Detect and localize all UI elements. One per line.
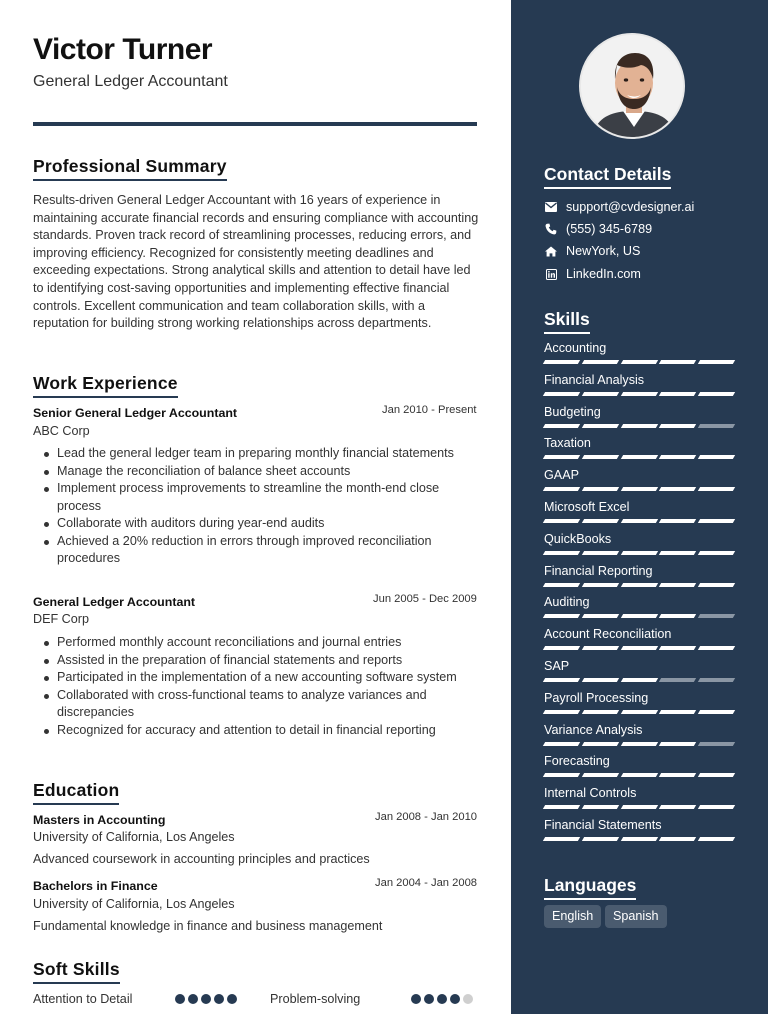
skill-item — [544, 659, 734, 682]
skill-label: Auditing — [544, 595, 590, 610]
skill-level-segment — [543, 455, 580, 459]
skill-label: Taxation — [544, 436, 591, 451]
skill-level-segment — [698, 837, 735, 841]
skill-level-segment — [543, 646, 580, 650]
rating-dot — [463, 994, 473, 1004]
language-chip: Spanish — [605, 905, 667, 928]
job-dates: Jun 2005 - Dec 2009 — [373, 593, 477, 605]
job-bullet: Assisted in the preparation of financial statements and reports — [33, 652, 479, 670]
skill-label: SAP — [544, 659, 570, 673]
skill-level-segment — [543, 805, 580, 809]
section-title-soft-skills: Soft Skills — [33, 959, 120, 984]
skill-level-bars — [544, 837, 734, 841]
skill-level-segment — [543, 424, 580, 428]
skill-level-segment — [543, 773, 580, 777]
skill-item — [544, 468, 734, 491]
sidebar — [511, 0, 768, 1014]
skill-item — [544, 564, 734, 587]
candidate-name: Victor Turner — [33, 33, 213, 66]
skill-level-segment — [620, 646, 657, 650]
skill-level-segment — [659, 710, 696, 714]
skill-level-segment — [582, 837, 619, 841]
soft-skill-label: Attention to Detail — [33, 992, 133, 1006]
skill-label: Variance Analysis — [544, 722, 643, 737]
skill-label: QuickBooks — [544, 531, 612, 546]
contact-email[interactable] — [544, 200, 694, 214]
job-bullet: Performed monthly account reconciliations and journal entries — [33, 634, 479, 652]
skill-level-segment — [659, 678, 696, 682]
job-bullet: Collaborate with auditors during year-end audits — [33, 515, 479, 533]
rating-dot — [450, 994, 460, 1004]
skill-item — [544, 532, 734, 555]
job-title: General Ledger Accountant — [33, 595, 196, 609]
skill-level-bars — [544, 614, 734, 618]
skill-level-segment — [582, 392, 619, 396]
skill-level-bars — [544, 519, 734, 523]
soft-skill-rating — [175, 994, 237, 1004]
skill-item — [544, 786, 734, 809]
skill-level-segment — [659, 614, 696, 618]
skill-label: Payroll Processing — [544, 690, 649, 705]
skill-level-segment — [543, 551, 580, 555]
degree-title: Masters in Accounting — [33, 813, 166, 827]
skill-level-segment — [582, 424, 619, 428]
avatar — [579, 33, 685, 139]
skill-level-segment — [582, 455, 619, 459]
job-bullet: Participated in the implementation of a new accounting software system — [33, 669, 479, 687]
skill-item — [544, 405, 734, 428]
section-title-summary: Professional Summary — [33, 156, 227, 181]
rating-dot — [227, 994, 237, 1004]
skill-level-segment — [582, 805, 619, 809]
skill-level-bars — [544, 551, 734, 555]
skill-level-bars — [544, 487, 734, 491]
skill-level-segment — [698, 614, 735, 618]
job-company: DEF Corp — [33, 612, 89, 626]
school-name: University of California, Los Angeles — [33, 830, 235, 844]
envelope-icon — [544, 200, 558, 214]
skill-level-segment — [620, 455, 657, 459]
skill-level-segment — [659, 742, 696, 746]
phone-icon — [544, 222, 558, 236]
job-title: Senior General Ledger Accountant — [33, 406, 238, 420]
skill-label: Account Reconciliation — [544, 627, 672, 642]
skill-level-segment — [659, 646, 696, 650]
skill-level-segment — [698, 710, 735, 714]
degree-description: Fundamental knowledge in finance and business management — [33, 919, 383, 933]
skill-item — [544, 627, 734, 650]
skill-level-bars — [544, 646, 734, 650]
skill-level-segment — [543, 742, 580, 746]
job-bullets — [33, 634, 479, 739]
skill-label: Budgeting — [544, 404, 601, 419]
contact-phone-text: (555) 345-6789 — [566, 222, 653, 236]
rating-dot — [214, 994, 224, 1004]
skill-level-segment — [543, 583, 580, 587]
skill-level-segment — [582, 519, 619, 523]
skill-item — [544, 595, 734, 618]
skill-level-segment — [543, 710, 580, 714]
skill-level-segment — [698, 805, 735, 809]
skill-level-bars — [544, 805, 734, 809]
skill-level-segment — [698, 583, 735, 587]
contact-email-text: support@cvdesigner.ai — [566, 200, 695, 214]
skill-label: Internal Controls — [544, 786, 637, 801]
job-company: ABC Corp — [33, 424, 90, 438]
skill-level-segment — [543, 392, 580, 396]
section-title-experience: Work Experience — [33, 373, 178, 398]
job-bullet: Implement process improvements to streamline the month-end close process — [33, 480, 479, 515]
soft-skill-rating — [411, 994, 473, 1004]
skill-level-segment — [659, 487, 696, 491]
skill-item — [544, 723, 734, 746]
skill-level-bars — [544, 678, 734, 682]
skill-level-segment — [582, 742, 619, 746]
skill-level-segment — [543, 678, 580, 682]
skill-level-segment — [659, 360, 696, 364]
skill-level-segment — [659, 424, 696, 428]
skill-level-segment — [620, 678, 657, 682]
skill-level-bars — [544, 392, 734, 396]
skill-level-segment — [620, 487, 657, 491]
skill-level-segment — [620, 392, 657, 396]
skill-level-segment — [543, 614, 580, 618]
skill-level-segment — [698, 773, 735, 777]
skill-level-segment — [659, 773, 696, 777]
skill-level-segment — [582, 487, 619, 491]
degree-dates: Jan 2008 - Jan 2010 — [375, 811, 478, 823]
skill-level-segment — [620, 360, 657, 364]
skill-level-segment — [698, 551, 735, 555]
soft-skill-label: Problem-solving — [270, 992, 361, 1006]
skill-level-segment — [582, 551, 619, 555]
rating-dot — [411, 994, 421, 1004]
summary-text: Results-driven General Ledger Accountant with 16 years of experience in maintaining accurate financial records and ensuring compliance with accounting standards. Proven track record of streamlining processes, reducing errors, and improving efficiency. Recognized for consistently meeting deadlines and exceeding expectations. Strong analytical skills and attention to detail have led to identifying cost-saving opportunities and implementing effective financial controls. Excellent communication and team collaboration skills, with a reputation for building strong working relationships across departments. — [33, 193, 479, 331]
skill-level-bars — [544, 773, 734, 777]
skill-level-segment — [698, 455, 735, 459]
skill-level-segment — [543, 519, 580, 523]
skill-level-segment — [659, 551, 696, 555]
skill-level-segment — [659, 392, 696, 396]
skill-label: Financial Analysis — [544, 372, 645, 387]
job-bullet: Manage the reconciliation of balance sheet accounts — [33, 463, 479, 481]
candidate-title: General Ledger Accountant — [33, 73, 228, 90]
linkedin-icon — [544, 267, 558, 281]
skill-level-segment — [698, 678, 735, 682]
skill-level-bars — [544, 455, 734, 459]
skill-level-segment — [620, 805, 657, 809]
skill-level-segment — [620, 837, 657, 841]
skill-level-segment — [659, 837, 696, 841]
rating-dot — [188, 994, 198, 1004]
skill-level-segment — [582, 710, 619, 714]
skill-item — [544, 818, 734, 841]
skill-item — [544, 373, 734, 396]
skill-level-segment — [698, 360, 735, 364]
section-title-contact: Contact Details — [544, 164, 671, 189]
school-name: University of California, Los Angeles — [33, 897, 235, 911]
skill-level-segment — [659, 455, 696, 459]
skill-level-segment — [698, 392, 735, 396]
language-chip: English — [544, 905, 601, 928]
section-title-skills: Skills — [544, 309, 590, 334]
skill-item — [544, 754, 734, 777]
avatar-portrait-icon — [581, 35, 685, 139]
skill-level-segment — [582, 773, 619, 777]
skill-item — [544, 436, 734, 459]
skill-item — [544, 500, 734, 523]
skill-label: Forecasting — [544, 754, 610, 769]
header-divider — [33, 122, 477, 126]
skill-level-segment — [543, 487, 580, 491]
rating-dot — [201, 994, 211, 1004]
skill-level-segment — [620, 710, 657, 714]
job-bullet: Collaborated with cross-functional teams to analyze variances and discrepancies — [33, 687, 479, 722]
degree-dates: Jan 2004 - Jan 2008 — [375, 877, 478, 889]
skill-level-segment — [698, 646, 735, 650]
skill-level-bars — [544, 583, 734, 587]
skill-level-segment — [582, 360, 619, 364]
skill-item — [544, 341, 734, 364]
skill-level-bars — [544, 710, 734, 714]
job-bullets — [33, 445, 479, 568]
contact-phone[interactable] — [544, 222, 652, 236]
skill-level-bars — [544, 424, 734, 428]
skill-level-segment — [620, 614, 657, 618]
skill-level-segment — [620, 551, 657, 555]
skill-level-segment — [582, 678, 619, 682]
skill-item — [544, 691, 734, 714]
skill-label: Accounting — [544, 341, 607, 355]
skill-level-segment — [543, 360, 580, 364]
skill-level-segment — [620, 742, 657, 746]
skill-level-segment — [582, 614, 619, 618]
skill-level-segment — [582, 646, 619, 650]
job-dates: Jan 2010 - Present — [382, 404, 477, 416]
rating-dot — [175, 994, 185, 1004]
contact-linkedin[interactable] — [544, 267, 641, 281]
contact-location — [544, 244, 640, 258]
skill-level-segment — [698, 742, 735, 746]
skill-level-segment — [698, 519, 735, 523]
skill-label: Financial Statements — [544, 818, 662, 832]
contact-location-text: NewYork, US — [566, 244, 641, 258]
section-title-languages: Languages — [544, 875, 636, 900]
skill-level-bars — [544, 360, 734, 364]
skill-level-segment — [698, 487, 735, 491]
job-bullet: Achieved a 20% reduction in errors through improved reconciliation procedures — [33, 533, 479, 568]
job-bullet: Lead the general ledger team in preparing monthly financial statements — [33, 445, 479, 463]
skill-level-segment — [659, 519, 696, 523]
contact-linkedin-text: LinkedIn.com — [566, 267, 641, 281]
skill-level-segment — [620, 519, 657, 523]
skill-level-segment — [620, 773, 657, 777]
skill-label: GAAP — [544, 468, 579, 483]
job-bullet: Recognized for accuracy and attention to detail in financial reporting — [33, 722, 479, 740]
skill-level-segment — [698, 424, 735, 428]
rating-dot — [437, 994, 447, 1004]
degree-title: Bachelors in Finance — [33, 879, 158, 893]
skill-level-segment — [620, 583, 657, 587]
skill-level-segment — [620, 424, 657, 428]
skill-level-segment — [543, 837, 580, 841]
skill-label: Financial Reporting — [544, 563, 653, 578]
section-title-education: Education — [33, 780, 119, 805]
skill-level-bars — [544, 742, 734, 746]
rating-dot — [424, 994, 434, 1004]
home-icon — [544, 244, 558, 258]
skill-level-segment — [659, 583, 696, 587]
skill-label: Microsoft Excel — [544, 500, 630, 514]
degree-description: Advanced coursework in accounting principles and practices — [33, 852, 370, 866]
skill-level-segment — [582, 583, 619, 587]
skill-level-segment — [659, 805, 696, 809]
